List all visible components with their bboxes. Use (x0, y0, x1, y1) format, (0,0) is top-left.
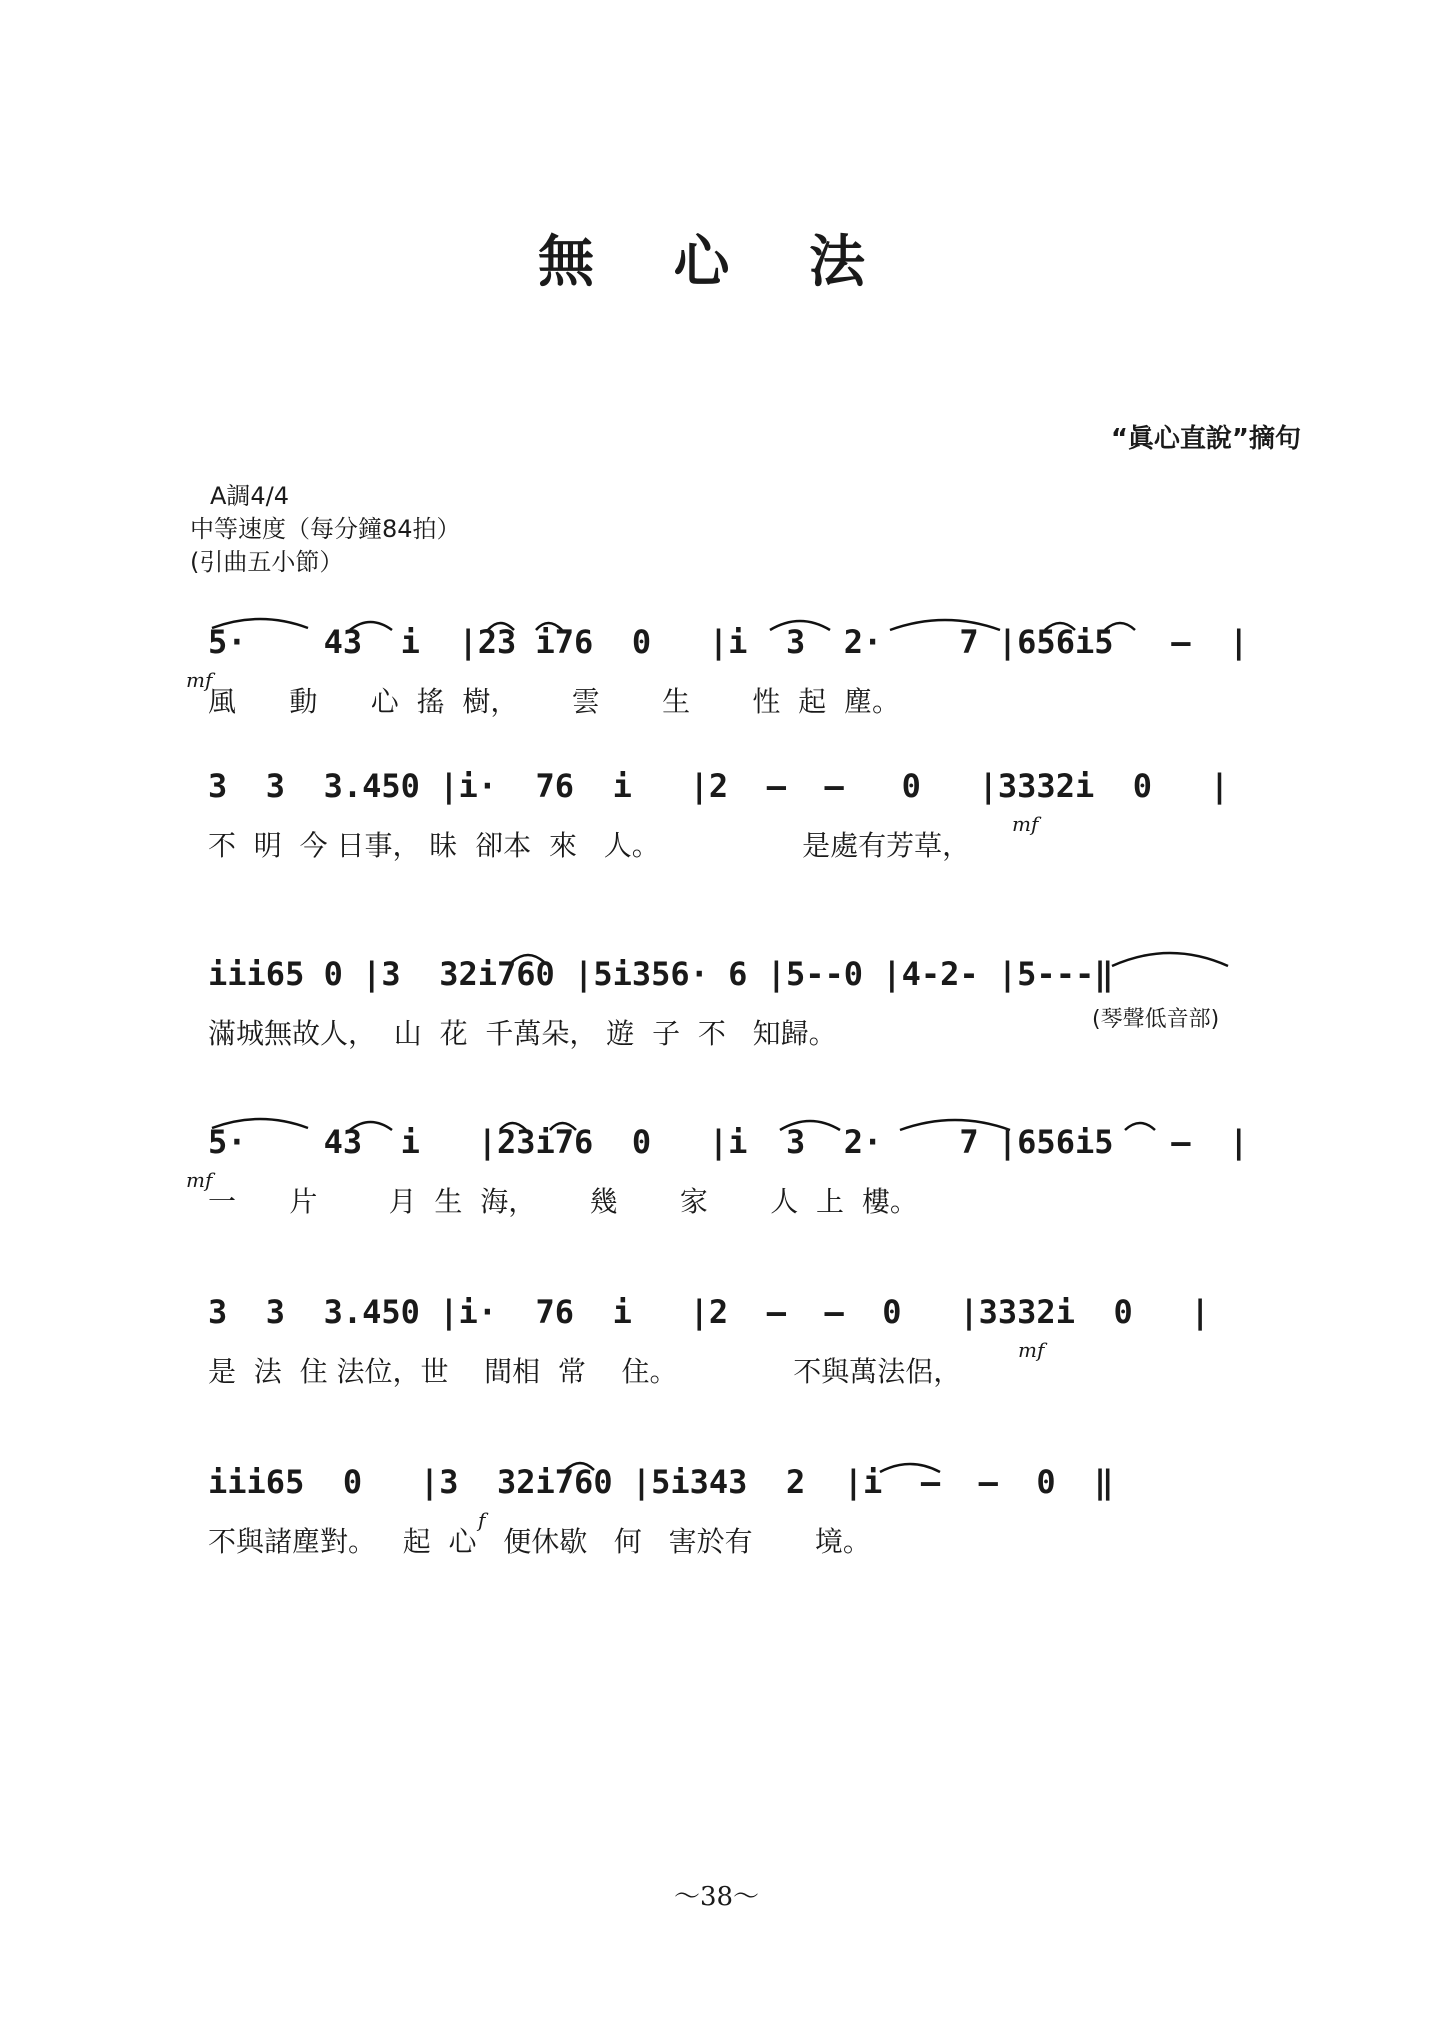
lyric-line: 不 明 今 日事， 昧 卻本 來 人。 是處有芳草， (208, 829, 971, 862)
dynamic-marking: mf (1012, 812, 1039, 836)
dynamic-marking: mf (1018, 1338, 1045, 1362)
dynamic-marking: f (478, 1508, 486, 1532)
intro-note: (引曲五小節） (190, 548, 344, 576)
dynamic-marking: mf (186, 668, 213, 692)
notation-line: 3 3 3.450 |i· 76 i |2 — — 0 |3332i 0 | (208, 767, 1230, 805)
dynamic-marking: mf (186, 1168, 213, 1192)
key-signature: A調4/4 (210, 482, 290, 510)
lyric-line: 是 法 住 法位，世 間相 常 住。 不與萬法侶， (208, 1355, 962, 1388)
tempo-marking: 中等速度（每分鐘84拍） (190, 515, 461, 543)
lyrics-source: “眞心直說”摘句 (1110, 424, 1301, 454)
lyric-line: 風 動 心 搖 樹， 雲 生 性 起 塵。 (208, 685, 901, 718)
lyric-line: 不與諸塵對。 起 心 便休歇 何 害於有 境。 (208, 1525, 871, 1558)
page-number: ～38～ (673, 1882, 760, 1912)
lyric-line: 滿城無故人， 山 花 千萬朵， 遊 子 不 知歸。 (208, 1017, 837, 1050)
notation-line: iii65 0 |3 32i760 |5i343 2 |i — — 0 ‖ (208, 1463, 1114, 1501)
notation-line: 5· 43 i |23i76 0 |i 3 2· 7 |656i5 — | (208, 1123, 1249, 1161)
song-title: 無 心 法 (538, 230, 895, 295)
notation-line: iii65 0 |3 32i760 |5i356· 6 |5--0 |4-2- |5---‖ (208, 955, 1114, 993)
notation-line: 3 3 3.450 |i· 76 i |2 — — 0 |3332i 0 | (208, 1293, 1210, 1331)
score-meta (190, 480, 461, 579)
notation-line: 5· 43 i |23 i76 0 |i 3 2· 7 |656i5 — | (208, 623, 1249, 661)
instrument-annotation: (琴聲低音部) (1092, 1007, 1220, 1032)
lyric-line: 一 片 月 生 海， 幾 家 人 上 樓。 (208, 1185, 918, 1218)
